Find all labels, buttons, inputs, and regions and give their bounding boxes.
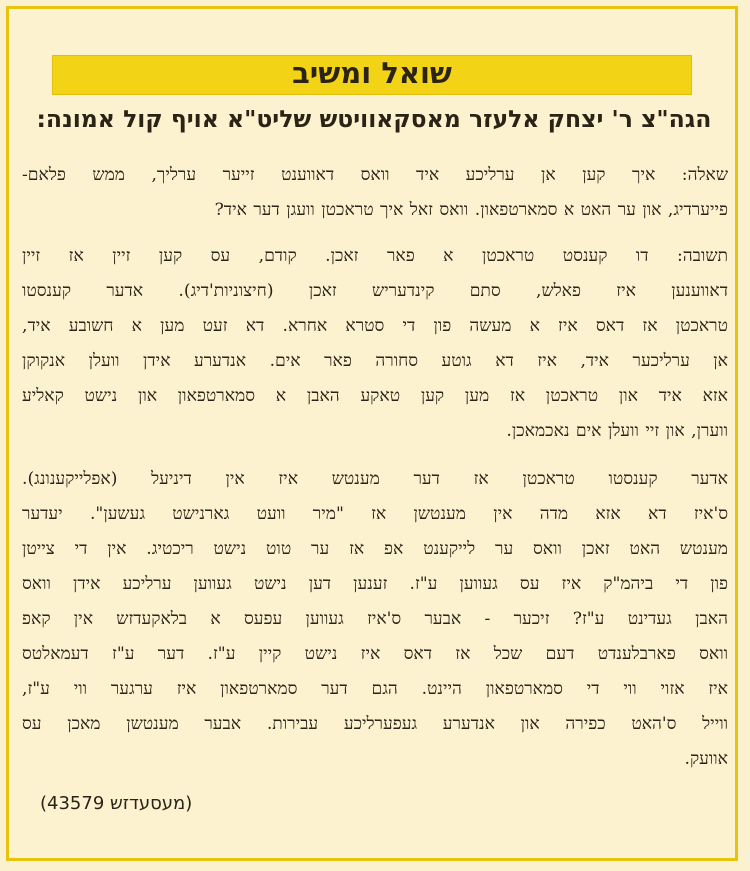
paragraph-line: אדער קענסטו טראכטן אז דער מענטש איז אין דיניעל (אפלייקענונג). bbox=[22, 469, 728, 489]
answer-line: דאווענען איז פאלש, סתם קינדעריש זאכן (חיצוניות'דיג). אדער קענסטו bbox=[22, 281, 728, 301]
question-line: פייערדיג, און ער האט א סמארטפאון. וואס זאל איך טראכטן וועגן דער איד? bbox=[214, 200, 728, 220]
answer-line: אזא איד און טראכטן אז מען קען טאקע האבן א סמארטפאון און נישט קאליע bbox=[22, 386, 728, 406]
answer-line: ווערן, און זיי וועלן אים נאכמאכן. bbox=[506, 421, 728, 441]
answer-line: תשובה: דו קענסט טראכטן א פאר זאכן. קודם, עס קען זיין אז זיין bbox=[22, 246, 728, 266]
question-line: שאלה: איך קען אן ערליכע איד וואס דאווענט זייער ערליך, ממש פלאם- bbox=[22, 165, 728, 185]
paragraph-line: ווייל ס'האט כפירה און אנדערע געפערליכע עבירות. אבער מענטשן מאכן עס bbox=[22, 714, 728, 734]
paragraph-line: פון די ביהמ"ק איז עס געווען ע"ז. זענען דען נישט געווען ערליכע אידן וואס bbox=[22, 574, 728, 594]
paragraph-line: מענטש האט זאכן וואס ער לייקענט אפ אז ער טוט נישט ריכטיג. אין די צייטן bbox=[22, 539, 728, 559]
paragraph-line: איז אזוי ווי די סמארטפאון היינט. הגם דער סמארטפאון איז ערגער ווי ע"ז, bbox=[22, 679, 728, 699]
heading-banner bbox=[52, 55, 692, 95]
paragraph-line: אוועק. bbox=[684, 749, 728, 769]
heading-title: שואל ומשיב bbox=[292, 56, 452, 90]
answer-line: טראכטן אז דאס איז א מעשה פון די סטרא אחרא. דא זעט מען א חשובע איד, bbox=[22, 316, 728, 336]
paragraph-line: ס'איז דא אזא מדה אין מענטשן אז "מיר וועט גארנישט געשען". יעדער bbox=[22, 504, 728, 524]
paragraph-line: האבן געדינט ע"ז? זיכער - אבער ס'איז געווען עפעס א בלאקעדזש אין קאפ bbox=[22, 609, 728, 629]
byline: הגה"צ ר' יצחק אלעזר מאסקאוויטש שליט"א אויף קול אמונה: bbox=[36, 105, 712, 133]
paragraph-line: וואס פארבלענדט דעם שכל אז דאס איז נישט קיין ע"ז. דער ע"ז דעמאלטס bbox=[22, 644, 728, 664]
source-reference: (מעסעדזש 43579) bbox=[40, 793, 193, 814]
answer-line: אן ערליכער איד, איז דא גוטע סחורה פאר אים. אנדערע אידן וועלן אנקוקן bbox=[22, 351, 728, 371]
